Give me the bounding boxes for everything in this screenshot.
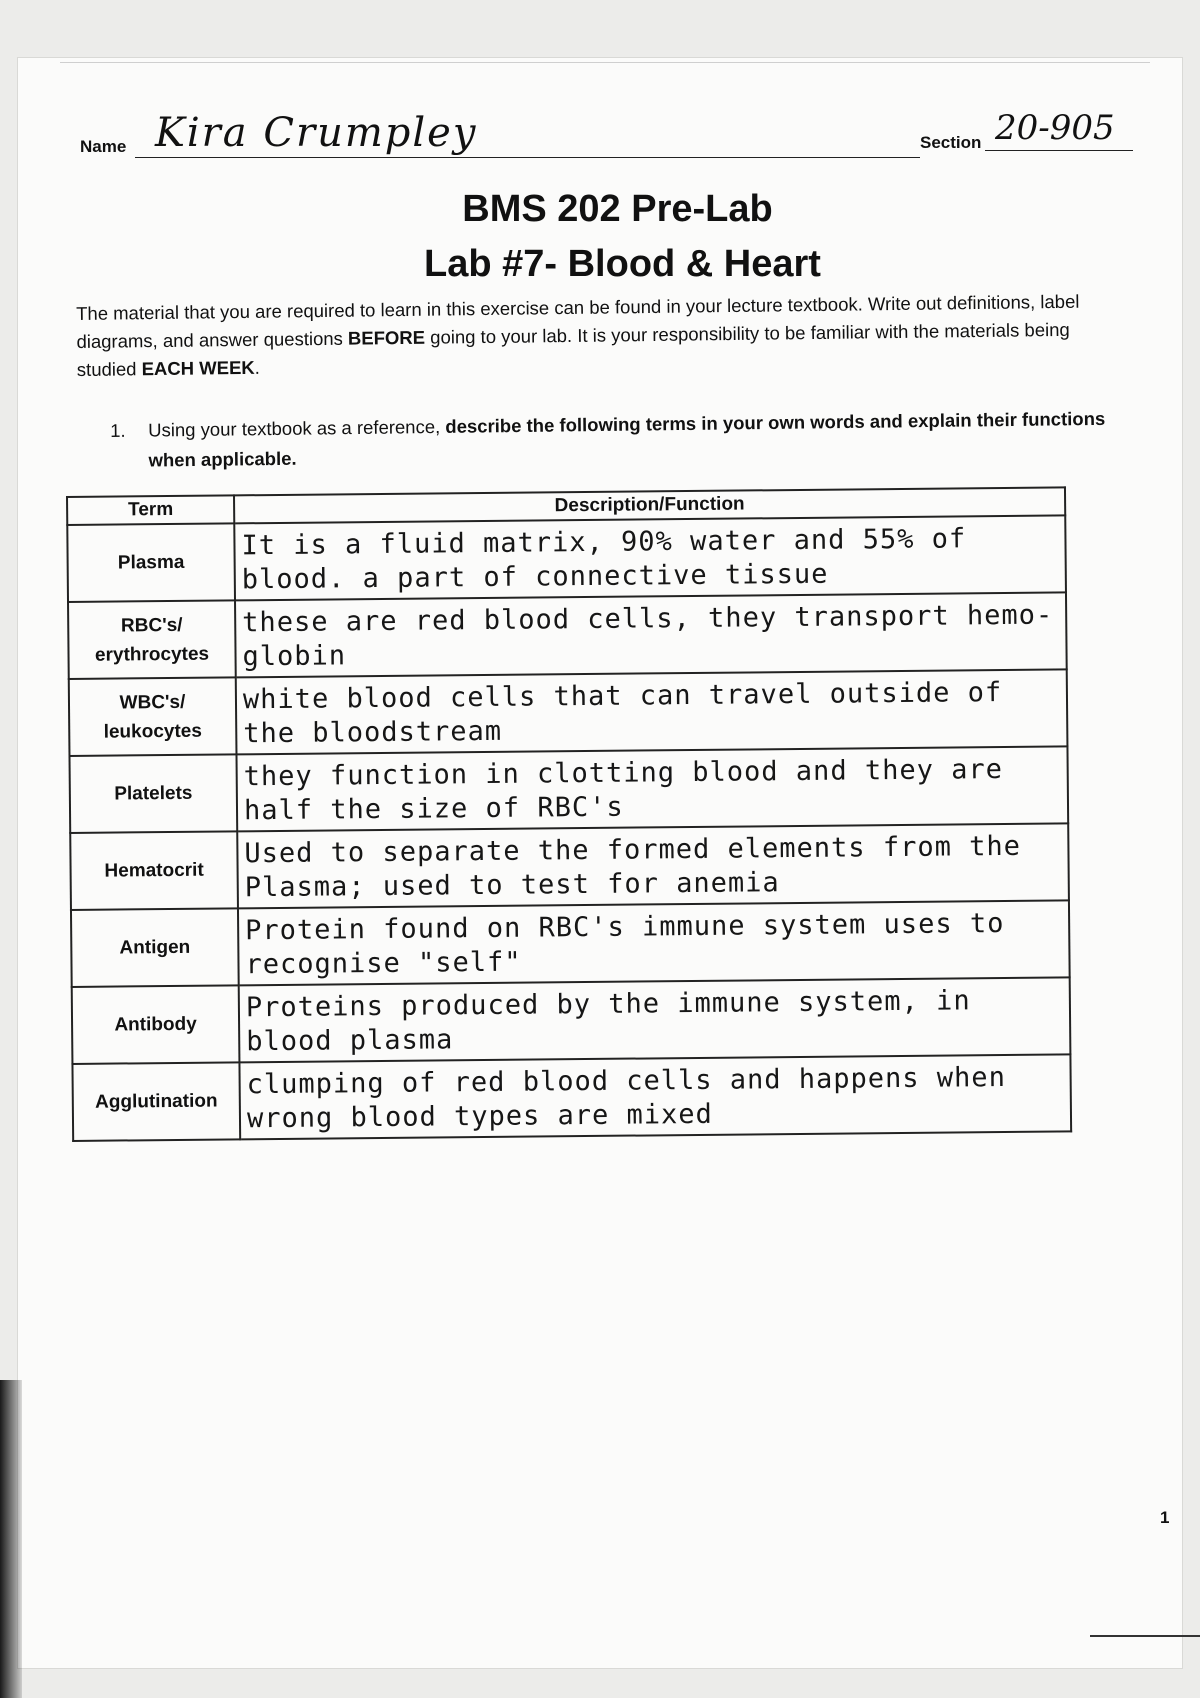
question-1 [110, 403, 1151, 476]
intro-paragraph [76, 287, 1127, 384]
name-label: Name [80, 137, 127, 156]
description-cell-handwritten: these are red blood cells, they transport hemo-globin [235, 592, 1067, 677]
terms-table-wrapper [66, 486, 1072, 1142]
page-number: 1 [1160, 1508, 1170, 1527]
document-title: BMS 202 Pre-Lab [462, 188, 773, 230]
question-number: 1. [110, 419, 126, 441]
description-cell-handwritten: Used to separate the formed elements from the Plasma; used to test for anemia [237, 823, 1069, 908]
term-cell: Platelets [69, 754, 237, 833]
intro-each-week: EACH WEEK [141, 356, 255, 380]
table-row [68, 592, 1067, 679]
term-cell: Plasma [67, 523, 235, 602]
document-subtitle: Lab #7- Blood & Heart [424, 243, 821, 285]
table-row [72, 1054, 1071, 1141]
name-underline [135, 157, 920, 158]
section-label: Section [920, 133, 982, 152]
question-text-bold: describe the following terms in your own words and explain their functions when applicable. [148, 407, 1106, 471]
description-cell-handwritten: they function in clotting blood and they are half the size of RBC's [236, 746, 1068, 831]
table-row [69, 746, 1068, 833]
table-row [67, 515, 1066, 602]
term-cell: Antibody [72, 985, 240, 1064]
section-value-handwritten: 20-905 [995, 108, 1115, 148]
description-cell-handwritten: Protein found on RBC's immune system uses to recognise "self" [238, 900, 1070, 985]
table-row [71, 900, 1070, 987]
term-cell: Agglutination [72, 1062, 240, 1141]
terms-table [66, 486, 1072, 1142]
term-cell: RBC's/ erythrocytes [68, 600, 236, 679]
description-cell-handwritten: Proteins produced by the immune system, in blood plasma [239, 977, 1071, 1062]
section-underline [985, 150, 1133, 151]
term-cell: Antigen [71, 908, 239, 987]
column-header-description: Description/Function [234, 487, 1065, 523]
description-cell-handwritten: white blood cells that can travel outside of the bloodstream [236, 669, 1068, 754]
name-value-handwritten: Kira Crumpley [155, 110, 478, 156]
scan-edge-line-bottom [1090, 1635, 1200, 1637]
intro-before: BEFORE [347, 326, 426, 349]
table-row [69, 669, 1068, 756]
description-cell-handwritten: clumping of red blood cells and happens when wrong blood types are mixed [239, 1054, 1071, 1139]
table-row [70, 823, 1069, 910]
question-text [148, 403, 1151, 475]
question-text-plain: Using your textbook as a reference, [148, 415, 446, 441]
table-row [72, 977, 1071, 1064]
column-header-term: Term [67, 495, 234, 525]
scan-edge-line [60, 62, 1150, 63]
term-cell: WBC's/ leukocytes [69, 677, 237, 756]
term-cell: Hematocrit [70, 831, 238, 910]
description-cell-handwritten: It is a fluid matrix, 90% water and 55% of blood. a part of connective tissue [234, 515, 1066, 600]
scan-shadow [0, 1380, 22, 1698]
intro-text-1: The material that you are required to learn in this exercise can be found in your lecture textbook. Write out definitions, label diagrams, and answer questions [76, 290, 1080, 352]
intro-text-3: . [254, 356, 260, 378]
intro-text-2: going to your lab. It is your responsibility to be familiar with the materials being studied [76, 318, 1070, 380]
